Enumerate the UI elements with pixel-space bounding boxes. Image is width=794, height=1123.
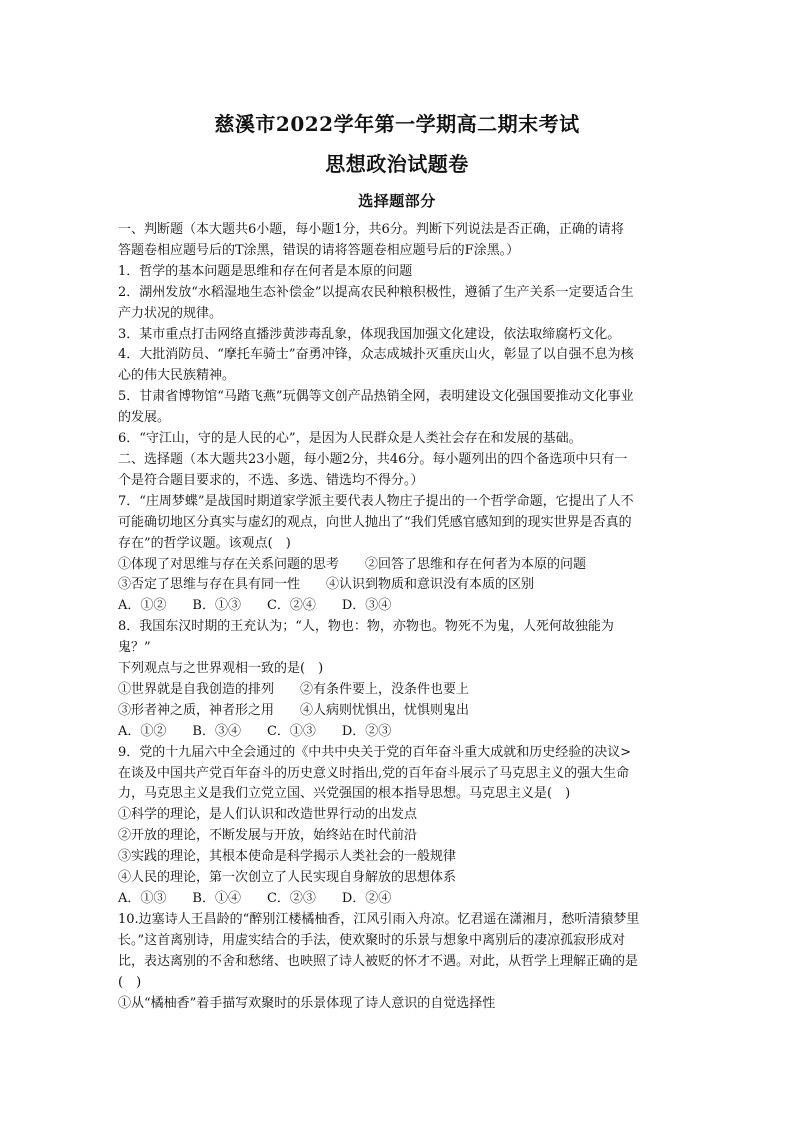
exam-subtitle: 思想政治试题卷 <box>325 152 469 176</box>
exam-title: 慈溪市2022学年第一学期高二期末考试 <box>214 112 580 136</box>
text-line: 6．“守江山，守的是人民的心”，是因为人民群众是人类社会存在和发展的基础。 <box>118 431 582 447</box>
text-line: 鬼？” <box>118 640 151 656</box>
text-line: 可能确切地区分真实与虚幻的观点，向世人抛出了“我们凭感官感知到的现实世界是否真的 <box>118 514 632 530</box>
text-line: 一、判断题（本大题共6小题，每小题1分，共6分。判断下列说法是否正确，正确的请将 <box>118 222 624 237</box>
text-line: 产力状况的规律。 <box>118 305 223 321</box>
text-line: ③形者神之质，神者形之用 ④人病则忧惧出，忧惧则鬼出 <box>118 702 470 718</box>
text-line: ③否定了思维与存在具有同一性 ④认识到物质和意识没有本质的区别 <box>118 577 535 593</box>
text-line: ①从“橘柚香”着手描写欢聚时的乐景体现了诗人意识的自觉选择性 <box>118 995 496 1011</box>
text-line: 在谈及中国共产党百年奋斗的历史意义时指出,党的百年奋斗展示了马克思主义的强大生命 <box>118 765 630 781</box>
text-line: ( ) <box>118 974 142 990</box>
text-line: 10.边塞诗人王昌龄的“醉别江楼橘柚香，江风引雨入舟凉。忆君遥在潇湘月，愁听清猿梦里 <box>118 911 640 927</box>
text-line: 下列观点与之世界观相一致的是( ) <box>118 661 324 677</box>
text-line: A．①② B．③④ C．①③ D．②③ <box>118 723 392 739</box>
text-line: 9．党的十九届六中全会通过的《中共中央关于党的百年奋斗重大成就和历史经验的决议> <box>118 744 632 760</box>
text-line: ①体现了对思维与存在关系问题的思考 ②回答了思维和存在何者为本原的问题 <box>118 556 587 572</box>
text-line: 心的伟大民族精神。 <box>118 368 236 384</box>
section-heading: 选择题部分 <box>358 192 436 210</box>
text-line: ①科学的理论，是人们认识和改造世界行动的出发点 <box>118 807 418 823</box>
text-line: 7．“庄周梦蝶”是战国时期道家学派主要代表人物庄子提出的一个哲学命题，它提出了人不 <box>118 493 634 509</box>
text-line: 4．大批消防员、“摩托车骑士”奋勇冲锋，众志成城扑灭重庆山火，彰显了以自强不息为核 <box>118 347 634 363</box>
text-line: 答题卷相应题号后的T涂黑，错误的请将答题卷相应题号后的F涂黑。） <box>118 242 520 258</box>
text-line: 比，表达离别的不舍和愁绪、也映照了诗人被贬的怀才不遇。对此，从哲学上理解正确的是 <box>118 953 639 969</box>
text-line: 长。”这首离别诗，用虚实结合的手法，使欢聚时的乐景与想象中离别后的凄凉孤寂形成对 <box>118 932 626 948</box>
text-line: 存在”的哲学议题。该观点( ) <box>118 535 291 551</box>
text-line: 力，马克思主义是我们立党立国、兴党强国的根本指导思想。马克思主义是( ) <box>118 786 571 802</box>
exam-body <box>118 220 678 1014</box>
text-line: ④人民的理论，第一次创立了人民实现自身解放的思想体系 <box>118 870 457 886</box>
text-line: ③实践的理论，其根本使命是科学揭示人类社会的一般规律 <box>118 849 457 865</box>
text-line: A．①③ B．①④ C．②③ D．②④ <box>118 891 392 906</box>
text-line: 2．湖州发放“水稻湿地生态补偿金”以提高农民种粮积极性，遵循了生产关系一定要适合生 <box>118 284 634 300</box>
text-line: 5．甘肃省博物馆“马踏飞燕”玩偶等文创产品热销全网，表明建设文化强国要推动文化事业 <box>118 389 634 405</box>
text-line: A．①② B．①③ C．②④ D．③④ <box>118 598 392 614</box>
text-line: 3．某市重点打击网络直播涉黄涉毒乱象，体现我国加强文化建设，依法取缔腐朽文化。 <box>118 326 621 342</box>
text-line: 的发展。 <box>118 410 171 426</box>
text-line: 8．我国东汉时期的王充认为；“人，物也：物，亦物也。物死不为鬼，人死何故独能为 <box>118 619 614 635</box>
text-line: 个是符合题目要求的，不选、多选、错选均不得分。） <box>118 472 424 488</box>
text-line: ①世界就是自我创造的排列 ②有条件要上，没条件也要上 <box>118 681 470 697</box>
text-line: 1．哲学的基本问题是思维和存在何者是本原的问题 <box>118 263 413 279</box>
text-line: 二、选择题（本大题共23小题，每小题2分，共46分。每小题列出的四个备选项中只有一 <box>118 451 628 467</box>
text-line: ②开放的理论，不断发展与开放，始终站在时代前沿 <box>118 828 418 844</box>
